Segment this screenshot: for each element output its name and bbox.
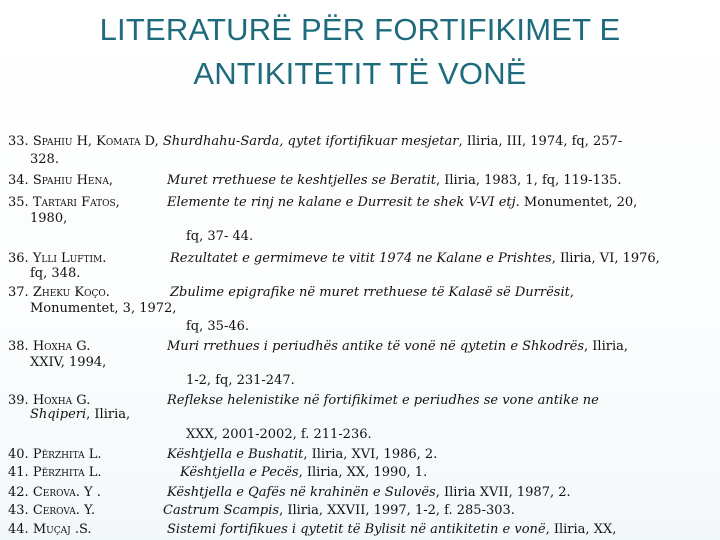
ref-publication-cont: fq, 348.	[30, 266, 81, 281]
ref-43-work	[163, 502, 515, 520]
ref-publication-pages: fq, 35-46.	[186, 319, 250, 334]
ref-36-work	[170, 250, 660, 268]
ref-author: Cerova. Y .	[32, 485, 101, 500]
ref-author: Cerova. Y.	[32, 503, 96, 518]
ref-publication-cont: Monumentet, 3, 1972,	[30, 301, 177, 316]
ref-40-work	[167, 446, 437, 464]
ref-41-work	[180, 464, 427, 482]
ref-35-pages	[186, 228, 253, 246]
ref-publication-cont: fq, 37- 44.	[186, 229, 254, 244]
ref-40-author	[8, 446, 102, 464]
ref-publication: , Iliria,	[584, 339, 629, 354]
ref-33-line-1	[8, 133, 622, 151]
ref-38-pages	[186, 372, 295, 390]
ref-title: Sistemi fortifikues i qytetit të Bylisit në antikitetin e vonë	[167, 522, 546, 537]
ref-44-author	[8, 521, 92, 539]
ref-author: Përzhita L.	[32, 447, 102, 462]
ref-39-pages	[186, 426, 372, 444]
ref-34-work	[167, 172, 622, 190]
title-line-2: ANTIKITETIT TË VONË	[193, 56, 527, 91]
ref-author: Spahiu H, Komata D,	[32, 134, 159, 149]
ref-number: 42.	[8, 485, 29, 500]
ref-author: Spahiu Hena,	[32, 173, 113, 188]
ref-publication: , Iliria, III, 1974, fq, 257-	[458, 134, 623, 149]
ref-publication-cont: XXIV, 1994,	[30, 355, 107, 370]
ref-number: 39.	[8, 393, 29, 408]
ref-publication: ,	[569, 285, 574, 300]
ref-number: 36.	[8, 251, 29, 266]
ref-37-pages	[186, 318, 249, 336]
ref-author: Muçaj .S.	[32, 522, 92, 537]
ref-author: Përzhita L.	[32, 465, 102, 480]
ref-42-work	[167, 484, 571, 502]
ref-number: 40.	[8, 447, 29, 462]
ref-title-cont: Shqiperi	[30, 407, 87, 422]
ref-number: 34.	[8, 173, 29, 188]
ref-publication: , Iliria,	[86, 407, 131, 422]
ref-author-cont: 1980,	[30, 211, 68, 226]
ref-title: Muri rrethues i periudhës antike të vonë në qytetin e Shkodrës	[167, 339, 585, 354]
ref-publication: , Iliria, XXVII, 1997, 1-2, f. 285-303.	[279, 503, 515, 518]
ref-number: 38.	[8, 339, 29, 354]
ref-number: 44.	[8, 522, 29, 537]
ref-title: Zbulime epigrafike në muret rrethuese të Kalasë së Durrësit	[170, 285, 570, 300]
ref-38-work	[167, 338, 628, 356]
ref-publication-pages: 1-2, fq, 231-247.	[186, 373, 295, 388]
ref-41-author	[8, 464, 102, 482]
ref-44-work	[167, 521, 616, 539]
ref-author: Hoxha G.	[32, 339, 91, 354]
ref-publication: , Iliria, VI, 1976,	[551, 251, 660, 266]
ref-publication: , Iliria, 1983, 1, fq, 119-135.	[435, 173, 622, 188]
ref-title: Kështjella e Pecës	[180, 465, 299, 480]
ref-publication: . Monumentet, 20,	[515, 195, 638, 210]
ref-publication: , Iliria, XX,	[545, 522, 617, 537]
ref-title: Elemente te rinj ne kalane e Durresit te shek V-VI etj	[167, 195, 516, 210]
ref-39-line-2	[30, 406, 130, 424]
ref-number: 33.	[8, 134, 29, 149]
ref-author: Ylli Luftim.	[32, 251, 107, 266]
ref-publication: , Iliria XVII, 1987, 2.	[435, 485, 571, 500]
ref-publication-cont: XXX, 2001-2002, f. 211-236.	[186, 427, 372, 442]
ref-title: Kështjella e Bushatit	[167, 447, 304, 462]
ref-publication: , Iliria, XX, 1990, 1.	[298, 465, 428, 480]
ref-title: Kështjella e Qafës në krahinën e Sulovës	[167, 485, 436, 500]
ref-title: Rezultatet e germimeve te vitit 1974 ne Kalane e Prishtes	[170, 251, 552, 266]
ref-39-work	[167, 392, 599, 410]
ref-number: 43.	[8, 503, 29, 518]
ref-author: Hoxha G.	[32, 393, 91, 408]
ref-42-author	[8, 484, 101, 502]
ref-number: 37.	[8, 285, 29, 300]
ref-number: 41.	[8, 465, 29, 480]
ref-publication-cont: 328.	[30, 152, 59, 167]
ref-author: Zheku Koço.	[32, 285, 110, 300]
ref-38-volume	[30, 354, 106, 372]
title-line-1: LITERATURË PËR FORTIFIKIMET E	[99, 12, 621, 47]
ref-publication: , Iliria, XVI, 1986, 2.	[303, 447, 438, 462]
ref-37-journal	[30, 300, 176, 318]
ref-36-pages	[30, 265, 80, 283]
ref-author: Tartari Fatos,	[32, 195, 120, 210]
ref-number: 35.	[8, 195, 29, 210]
ref-title: Muret rrethuese te keshtjelles se Beratit	[167, 173, 436, 188]
ref-34-author	[8, 172, 113, 190]
ref-37-work	[170, 284, 574, 302]
ref-35-work	[167, 194, 637, 212]
slide-title	[0, 8, 720, 96]
ref-title: Reflekse helenistike në fortifikimet e periudhes se vone antike ne	[167, 393, 599, 408]
ref-43-author	[8, 502, 95, 520]
ref-35-year	[30, 210, 67, 228]
ref-33-line-2	[30, 151, 59, 169]
ref-title: Castrum Scampis	[163, 503, 280, 518]
ref-title: Shurdhahu-Sarda, qytet ifortifikuar mesjetar	[162, 134, 459, 149]
